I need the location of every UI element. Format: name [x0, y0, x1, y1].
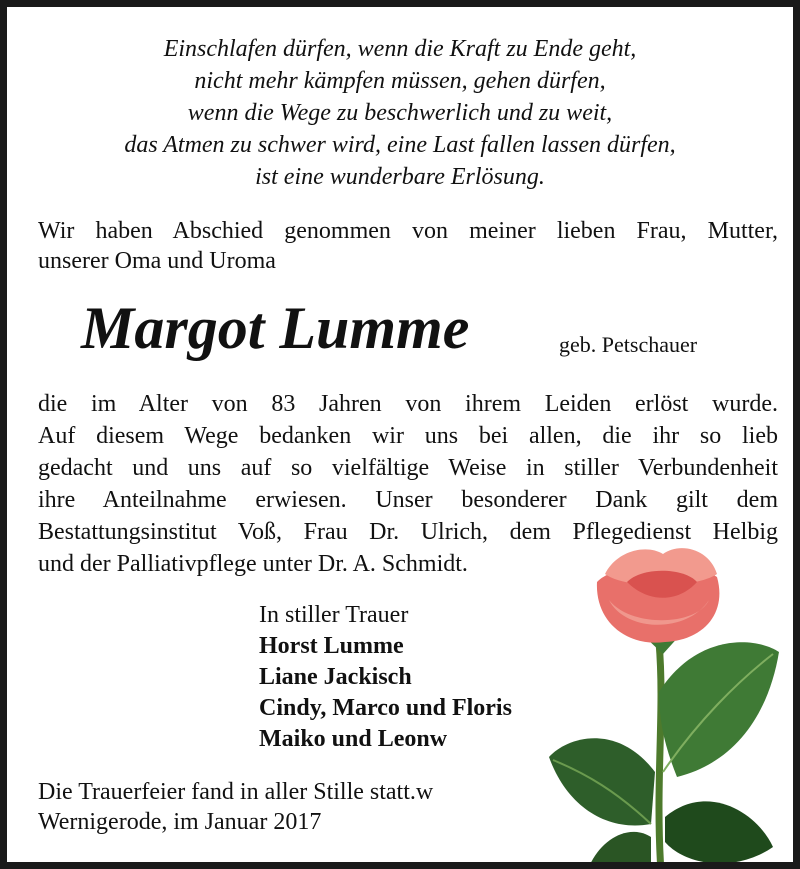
body-line: Auf diesem Wege bedanken wir uns bei allen, die ihr so lieb	[38, 423, 778, 449]
body-line: ihre Anteilnahme erwiesen. Unser besonderer Dank gilt dem	[38, 487, 778, 513]
rose-stem	[659, 642, 661, 869]
body-line: gedacht und uns auf so vielfältige Weise in stiller Verbundenheit	[38, 455, 778, 481]
footer-line: Die Trauerfeier fand in aller Stille statt.w	[38, 779, 434, 805]
rose-leaf	[665, 801, 773, 863]
mourners-heading: In stiller Trauer	[259, 602, 409, 628]
rose-leaf	[587, 832, 651, 869]
intro-line: unserer Oma und Uroma	[38, 248, 276, 274]
body-line: und der Palliativpflege unter Dr. A. Schmidt.	[38, 551, 468, 577]
footer-line: Wernigerode, im Januar 2017	[38, 809, 322, 835]
mourner-name: Cindy, Marco und Floris	[259, 695, 512, 721]
body-line: Bestattungsinstitut Voß, Frau Dr. Ulrich, dem Pflegedienst Helbig	[38, 519, 778, 545]
birth-name: geb. Petschauer	[559, 332, 698, 357]
poem-line: Einschlafen dürfen, wenn die Kraft zu Ende geht,	[163, 36, 637, 62]
poem	[7, 33, 793, 193]
poem-line: ist eine wunderbare Erlösung.	[255, 164, 545, 190]
deceased-name: Margot Lumme	[81, 295, 470, 361]
rose-image	[547, 542, 787, 869]
poem-line: das Atmen zu schwer wird, eine Last fallen lassen dürfen,	[124, 132, 676, 158]
body-line: die im Alter von 83 Jahren von ihrem Leiden erlöst wurde.	[38, 391, 778, 417]
poem-line: wenn die Wege zu beschwerlich und zu weit,	[187, 100, 613, 126]
mourner-name: Maiko und Leonw	[259, 726, 448, 752]
mourners	[259, 600, 512, 755]
mourner-name: Liane Jackisch	[259, 664, 412, 690]
intro-line: Wir haben Abschied genommen von meiner lieben Frau, Mutter,	[38, 218, 778, 244]
poem-line: nicht mehr kämpfen müssen, gehen dürfen,	[194, 68, 606, 94]
mourner-name: Horst Lumme	[259, 633, 404, 659]
